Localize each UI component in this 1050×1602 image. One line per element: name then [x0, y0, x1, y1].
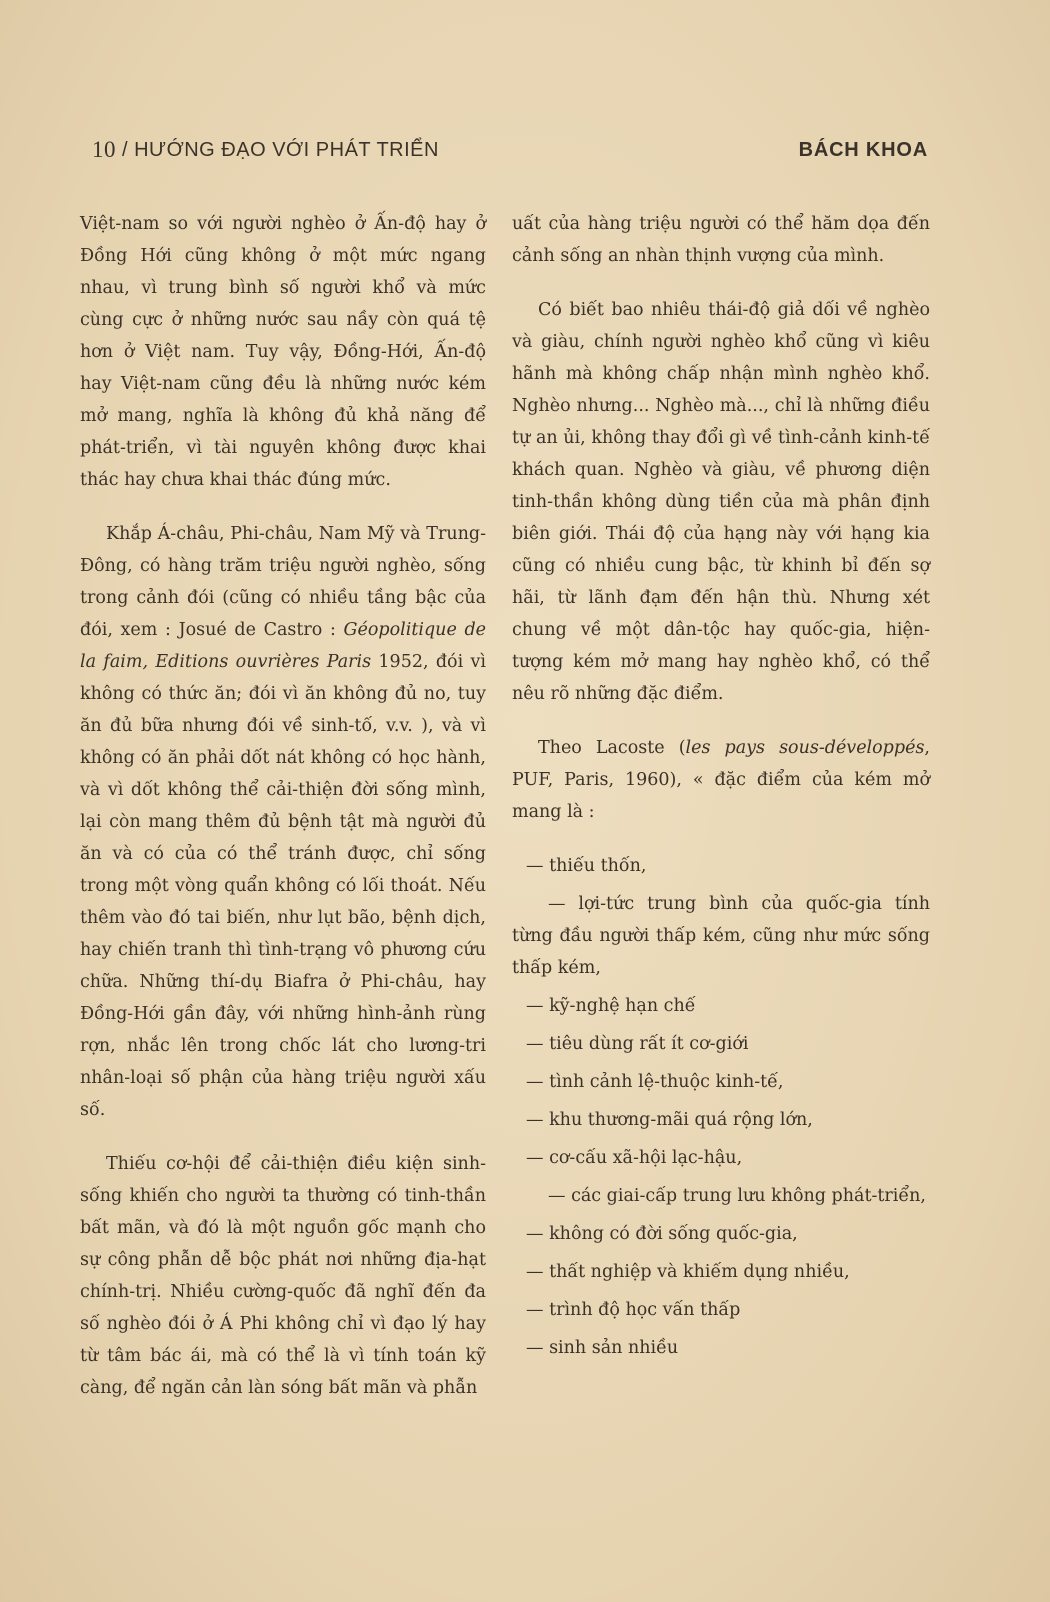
right-paragraph-3: [512, 732, 930, 828]
header-separator: /: [122, 138, 129, 161]
list-item: — khu thương-mãi quá rộng lớn,: [526, 1110, 813, 1130]
page-number: 10: [92, 137, 116, 162]
list-item: — sinh sản nhiều: [526, 1338, 679, 1358]
left-paragraph-2: [80, 518, 486, 1126]
book-title-citation: Géopolitique de la faim, Editions ouvrières Paris: [80, 620, 487, 672]
section-title: HƯỚNG ĐẠO VỚI PHÁT TRIỂN: [134, 138, 439, 161]
characteristics-list: [512, 850, 930, 1364]
list-item: — lợi-tức trung bình của quốc-gia tính từng đầu người thấp kém, cũng như mức sống thấp kém,: [512, 894, 930, 978]
list-item: — thất nghiệp và khiếm dụng nhiều,: [526, 1262, 850, 1282]
magazine-name: BÁCH KHOA: [798, 138, 928, 161]
right-paragraph-2: Có biết bao nhiêu thái-độ giả dối về nghèo và giàu, chính người nghèo khổ cũng vì kiêu hãnh mà không chấp nhận mình nghèo khổ. Nghèo nhưng... Nghèo mà..., chỉ là những điều tự an ủi, không thay đổi gì về tình-cảnh kinh-tế khách quan. Nghèo và giàu, về phương diện tinh-thần không dùng tiền của mà phân định biên giới. Thái độ của hạng này với hạng kia cũng có nhiều cung bậc, từ khinh bỉ đến sợ hãi, từ lãnh đạm đến hận thù. Nhưng xét chung về một dân-tộc hay quốc-gia, hiện-tượng kém mở mang hay nghèo khổ, có thể nêu rõ những đặc điểm.: [512, 300, 930, 704]
left-paragraph-3: Thiếu cơ-hội để cải-thiện điều kiện sinh-sống khiến cho người ta thường có tinh-thần bất mãn, và đó là một nguồn gốc mạnh cho sự công phẫn dễ bộc phát nơi những địa-hạt chính-trị. Nhiều cường-quốc đã nghĩ đến đa số nghèo đói ở Á Phi không chỉ vì đạo lý hay từ tâm bác ái, mà có thể là vì tính toán kỹ càng, để ngăn cản làn sóng bất mãn và phẫn: [80, 1154, 486, 1398]
header-left: [92, 137, 439, 163]
list-item: — các giai-cấp trung lưu không phát-triển,: [548, 1186, 926, 1206]
left-paragraph-1: Việt-nam so với người nghèo ở Ấn-độ hay ở Đồng Hới cũng không ở một mức ngang nhau, vì trung bình số người khổ và mức cùng cực ở những nước sau nầy còn quá tệ hơn ở Việt nam. Tuy vậy, Đồng-Hới, Ấn-độ hay Việt-nam cũng đều là những nước kém mở mang, nghĩa là không đủ khả năng để phát-triển, vì tài nguyên không được khai thác hay chưa khai thác đúng mức.: [80, 214, 486, 490]
right-paragraph-3-text-b: , PUF, Paris, 1960), « đặc điểm của kém mở mang là :: [512, 738, 930, 822]
page-header: [92, 130, 928, 170]
right-column: [512, 208, 930, 1370]
left-paragraph-2-text-a: Khắp Á-châu, Phi-châu, Nam Mỹ và Trung-Đông, có hàng trăm triệu người nghèo, sống trong cảnh đói (cũng có nhiều tầng bậc của đói, xem : Josué de Castro :: [80, 524, 486, 640]
list-item: — không có đời sống quốc-gia,: [526, 1224, 798, 1244]
list-item: — trình độ học vấn thấp: [526, 1300, 741, 1320]
list-item: — tình cảnh lệ-thuộc kinh-tế,: [526, 1072, 784, 1092]
list-item: — kỹ-nghệ hạn chế: [526, 996, 696, 1016]
right-paragraph-1: uất của hàng triệu người có thể hăm dọa đến cảnh sống an nhàn thịnh vượng của mình.: [512, 214, 930, 266]
right-paragraph-3-text-a: Theo Lacoste (: [538, 738, 686, 758]
list-item: — thiếu thốn,: [526, 856, 647, 876]
lacoste-citation: les pays sous-développés: [685, 738, 925, 758]
left-paragraph-2-text-b: 1952, đói vì không có thức ăn; đói vì ăn không đủ no, tuy ăn đủ bữa nhưng đói về sinh-tố, v.v. ), và vì không có ăn phải dốt nát không có học hành, và vì dốt không thể cải-thiện đời sống mình, lại còn mang thêm đủ bệnh tật mà người đủ ăn và có của có thể tránh được, chỉ sống trong một vòng quẩn không có lối thoát. Nếu thêm vào đó tai biến, như lụt bão, bệnh dịch, hay chiến tranh thì tình-trạng vô phương cứu chữa. Những thí-dụ Biafra ở Phi-châu, hay Đồng-Hới gần đây, với những hình-ảnh rùng rợn, nhắc lên trong chốc lát cho lương-tri nhân-loại số phận của hàng triệu người xấu số.: [80, 652, 486, 1120]
left-column: [80, 208, 486, 1426]
list-item: — cơ-cấu xã-hội lạc-hậu,: [526, 1148, 743, 1168]
list-item: — tiêu dùng rất ít cơ-giới: [526, 1034, 749, 1054]
